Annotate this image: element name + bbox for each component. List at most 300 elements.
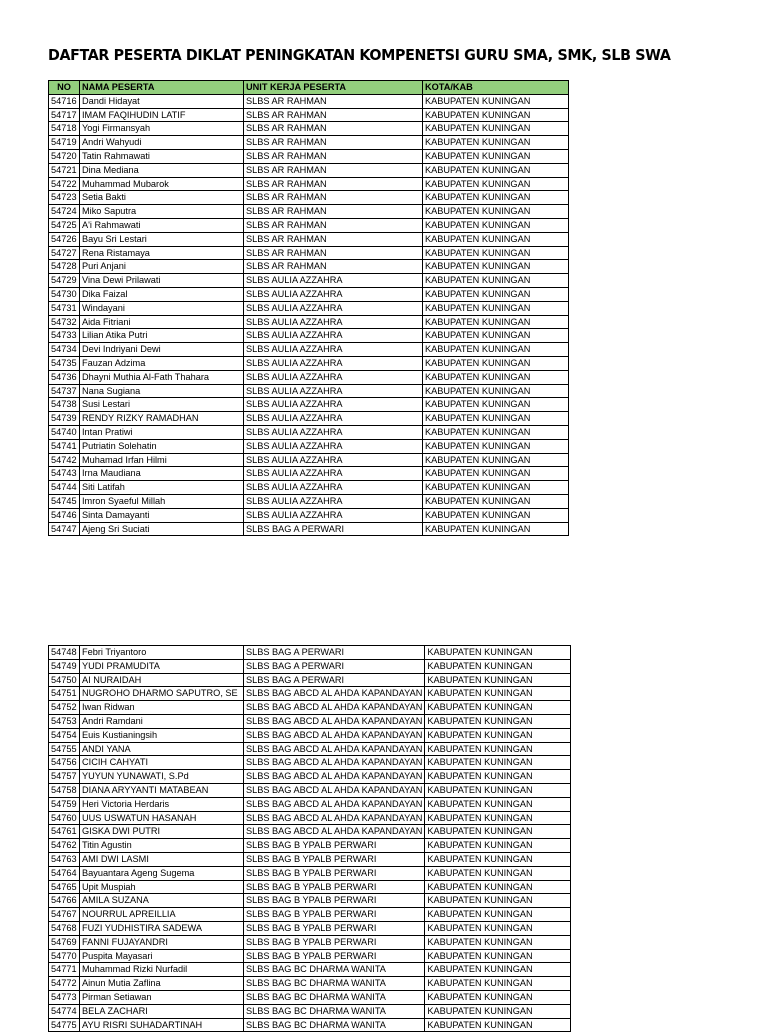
cell-unit: SLBS BAG ABCD AL AHDA KAPANDAYAN xyxy=(244,701,425,715)
cell-nama: YUYUN YUNAWATI, S.Pd xyxy=(80,770,244,784)
cell-no: 54725 xyxy=(49,218,80,232)
cell-no: 54734 xyxy=(49,343,80,357)
cell-unit: SLBS AULIA AZZAHRA xyxy=(244,453,423,467)
table-row xyxy=(49,1018,571,1032)
cell-nama: UUS USWATUN HASANAH xyxy=(80,811,244,825)
cell-unit: SLBS BAG BC DHARMA WANITA xyxy=(244,963,425,977)
cell-unit: SLBS AR RAHMAN xyxy=(244,218,423,232)
cell-kota: KABUPATEN KUNINGAN xyxy=(423,329,569,343)
cell-no: 54756 xyxy=(49,756,80,770)
table-row xyxy=(49,398,569,412)
cell-unit: SLBS BAG ABCD AL AHDA KAPANDAYAN xyxy=(244,825,425,839)
table-row xyxy=(49,714,571,728)
cell-no: 54741 xyxy=(49,439,80,453)
cell-unit: SLBS AULIA AZZAHRA xyxy=(244,301,423,315)
cell-kota: KABUPATEN KUNINGAN xyxy=(425,646,571,660)
cell-nama: Aida Fitriani xyxy=(80,315,244,329)
cell-nama: Lilian Atika Putri xyxy=(80,329,244,343)
table-row xyxy=(49,908,571,922)
cell-nama: Muhammad Mubarok xyxy=(80,177,244,191)
header-unit: UNIT KERJA PESERTA xyxy=(244,81,423,95)
table-row xyxy=(49,343,569,357)
cell-nama: Devi Indriyani Dewi xyxy=(80,343,244,357)
cell-nama: Rena Ristamaya xyxy=(80,246,244,260)
cell-kota: KABUPATEN KUNINGAN xyxy=(425,811,571,825)
table-row xyxy=(49,1004,571,1018)
cell-nama: Susi Lestari xyxy=(80,398,244,412)
cell-nama: BELA ZACHARI xyxy=(80,1004,244,1018)
table-row xyxy=(49,467,569,481)
cell-no: 54735 xyxy=(49,356,80,370)
table-row xyxy=(49,852,571,866)
cell-nama: Puri Anjani xyxy=(80,260,244,274)
cell-no: 54721 xyxy=(49,163,80,177)
cell-kota: KABUPATEN KUNINGAN xyxy=(423,136,569,150)
table-row xyxy=(49,963,571,977)
cell-kota: KABUPATEN KUNINGAN xyxy=(425,701,571,715)
cell-no: 54765 xyxy=(49,880,80,894)
cell-nama: Vina Dewi Prilawati xyxy=(80,274,244,288)
cell-nama: Sinta Damayanti xyxy=(80,508,244,522)
cell-kota: KABUPATEN KUNINGAN xyxy=(425,825,571,839)
table-row xyxy=(49,149,569,163)
cell-unit: SLBS AULIA AZZAHRA xyxy=(244,412,423,426)
cell-no: 54716 xyxy=(49,94,80,108)
table-row xyxy=(49,177,569,191)
table-row xyxy=(49,811,571,825)
cell-no: 54730 xyxy=(49,287,80,301)
table-row xyxy=(49,329,569,343)
cell-nama: Yogi Firmansyah xyxy=(80,122,244,136)
cell-kota: KABUPATEN KUNINGAN xyxy=(425,935,571,949)
cell-kota: KABUPATEN KUNINGAN xyxy=(425,921,571,935)
cell-unit: SLBS BAG B YPALB PERWARI xyxy=(244,839,425,853)
cell-nama: Pirman Setiawan xyxy=(80,990,244,1004)
cell-unit: SLBS BAG ABCD AL AHDA KAPANDAYAN xyxy=(244,742,425,756)
cell-kota: KABUPATEN KUNINGAN xyxy=(425,908,571,922)
cell-nama: Nana Sugiana xyxy=(80,384,244,398)
table-row xyxy=(49,770,571,784)
cell-no: 54727 xyxy=(49,246,80,260)
cell-nama: NUGROHO DHARMO SAPUTRO, SE xyxy=(80,687,244,701)
cell-kota: KABUPATEN KUNINGAN xyxy=(423,287,569,301)
table-row xyxy=(49,839,571,853)
cell-nama: Putriatin Solehatin xyxy=(80,439,244,453)
cell-unit: SLBS AR RAHMAN xyxy=(244,149,423,163)
table-row xyxy=(49,935,571,949)
cell-kota: KABUPATEN KUNINGAN xyxy=(423,94,569,108)
cell-unit: SLBS AR RAHMAN xyxy=(244,191,423,205)
table-row xyxy=(49,218,569,232)
cell-unit: SLBS BAG BC DHARMA WANITA xyxy=(244,990,425,1004)
cell-nama: Intan Pratiwi xyxy=(80,425,244,439)
cell-no: 54731 xyxy=(49,301,80,315)
cell-kota: KABUPATEN KUNINGAN xyxy=(425,714,571,728)
cell-unit: SLBS AULIA AZZAHRA xyxy=(244,329,423,343)
cell-no: 54769 xyxy=(49,935,80,949)
cell-no: 54742 xyxy=(49,453,80,467)
cell-unit: SLBS BAG A PERWARI xyxy=(244,673,425,687)
cell-nama: Ajeng Sri Suciati xyxy=(80,522,244,536)
cell-unit: SLBS BAG B YPALB PERWARI xyxy=(244,852,425,866)
cell-nama: AYU RISRI SUHADARTINAH xyxy=(80,1018,244,1032)
table-row xyxy=(49,232,569,246)
cell-no: 54744 xyxy=(49,481,80,495)
table-row xyxy=(49,205,569,219)
cell-kota: KABUPATEN KUNINGAN xyxy=(423,149,569,163)
cell-unit: SLBS AR RAHMAN xyxy=(244,136,423,150)
cell-nama: FUZI YUDHISTIRA SADEWA xyxy=(80,921,244,935)
cell-no: 54761 xyxy=(49,825,80,839)
cell-unit: SLBS AULIA AZZAHRA xyxy=(244,467,423,481)
cell-no: 54758 xyxy=(49,783,80,797)
table-row xyxy=(49,163,569,177)
cell-nama: Andri Wahyudi xyxy=(80,136,244,150)
cell-nama: Tatin Rahmawati xyxy=(80,149,244,163)
cell-kota: KABUPATEN KUNINGAN xyxy=(425,742,571,756)
cell-nama: A'i Rahmawati xyxy=(80,218,244,232)
table-row xyxy=(49,108,569,122)
cell-kota: KABUPATEN KUNINGAN xyxy=(423,122,569,136)
cell-unit: SLBS AULIA AZZAHRA xyxy=(244,398,423,412)
cell-unit: SLBS BAG B YPALB PERWARI xyxy=(244,921,425,935)
table-row xyxy=(49,673,571,687)
cell-unit: SLBS BAG ABCD AL AHDA KAPANDAYAN xyxy=(244,770,425,784)
cell-no: 54726 xyxy=(49,232,80,246)
cell-no: 54748 xyxy=(49,646,80,660)
cell-kota: KABUPATEN KUNINGAN xyxy=(423,398,569,412)
cell-nama: Bayu Sri Lestari xyxy=(80,232,244,246)
cell-kota: KABUPATEN KUNINGAN xyxy=(423,108,569,122)
cell-unit: SLBS AULIA AZZAHRA xyxy=(244,315,423,329)
cell-unit: SLBS AR RAHMAN xyxy=(244,94,423,108)
cell-unit: SLBS AR RAHMAN xyxy=(244,163,423,177)
cell-kota: KABUPATEN KUNINGAN xyxy=(423,315,569,329)
cell-no: 54733 xyxy=(49,329,80,343)
cell-kota: KABUPATEN KUNINGAN xyxy=(423,356,569,370)
cell-unit: SLBS BAG BC DHARMA WANITA xyxy=(244,977,425,991)
cell-nama: IMAM FAQIHUDIN LATIF xyxy=(80,108,244,122)
cell-kota: KABUPATEN KUNINGAN xyxy=(425,756,571,770)
table-row xyxy=(49,687,571,701)
table-row xyxy=(49,659,571,673)
table-row xyxy=(49,384,569,398)
cell-unit: SLBS BAG ABCD AL AHDA KAPANDAYAN xyxy=(244,756,425,770)
cell-nama: Windayani xyxy=(80,301,244,315)
cell-nama: FANNI FUJAYANDRI xyxy=(80,935,244,949)
cell-kota: KABUPATEN KUNINGAN xyxy=(425,990,571,1004)
table-row xyxy=(49,522,569,536)
table-row xyxy=(49,425,569,439)
cell-kota: KABUPATEN KUNINGAN xyxy=(425,728,571,742)
table-row xyxy=(49,246,569,260)
cell-nama: GISKA DWI PUTRI xyxy=(80,825,244,839)
table-row xyxy=(49,453,569,467)
cell-kota: KABUPATEN KUNINGAN xyxy=(423,494,569,508)
document-title: DAFTAR PESERTA DIKLAT PENINGKATAN KOMPENETSI GURU SMA, SMK, SLB SWA xyxy=(48,46,671,64)
cell-nama: Fauzan Adzima xyxy=(80,356,244,370)
cell-no: 54770 xyxy=(49,949,80,963)
cell-no: 54729 xyxy=(49,274,80,288)
cell-unit: SLBS BAG B YPALB PERWARI xyxy=(244,866,425,880)
header-no: NO xyxy=(49,81,80,95)
cell-kota: KABUPATEN KUNINGAN xyxy=(423,412,569,426)
cell-kota: KABUPATEN KUNINGAN xyxy=(423,301,569,315)
cell-no: 54762 xyxy=(49,839,80,853)
cell-nama: Andri Ramdani xyxy=(80,714,244,728)
cell-no: 54754 xyxy=(49,728,80,742)
cell-kota: KABUPATEN KUNINGAN xyxy=(423,343,569,357)
table-row xyxy=(49,921,571,935)
table-row xyxy=(49,977,571,991)
cell-unit: SLBS AULIA AZZAHRA xyxy=(244,343,423,357)
cell-nama: Dina Mediana xyxy=(80,163,244,177)
cell-unit: SLBS BAG B YPALB PERWARI xyxy=(244,908,425,922)
cell-nama: Dandi Hidayat xyxy=(80,94,244,108)
table-row xyxy=(49,481,569,495)
table-row xyxy=(49,646,571,660)
cell-no: 54746 xyxy=(49,508,80,522)
table-row xyxy=(49,990,571,1004)
cell-no: 54743 xyxy=(49,467,80,481)
cell-kota: KABUPATEN KUNINGAN xyxy=(425,673,571,687)
cell-unit: SLBS BAG ABCD AL AHDA KAPANDAYAN xyxy=(244,714,425,728)
table-row xyxy=(49,866,571,880)
cell-nama: AMILA SUZANA xyxy=(80,894,244,908)
cell-unit: SLBS BAG A PERWARI xyxy=(244,646,425,660)
cell-no: 54763 xyxy=(49,852,80,866)
cell-unit: SLBS BAG ABCD AL AHDA KAPANDAYAN xyxy=(244,728,425,742)
cell-nama: YUDI PRAMUDITA xyxy=(80,659,244,673)
table-row xyxy=(49,260,569,274)
participant-table-1 xyxy=(48,80,569,536)
cell-no: 54747 xyxy=(49,522,80,536)
cell-no: 54732 xyxy=(49,315,80,329)
cell-nama: AI NURAIDAH xyxy=(80,673,244,687)
cell-unit: SLBS AR RAHMAN xyxy=(244,232,423,246)
cell-kota: KABUPATEN KUNINGAN xyxy=(425,880,571,894)
cell-no: 54749 xyxy=(49,659,80,673)
table-row xyxy=(49,894,571,908)
cell-kota: KABUPATEN KUNINGAN xyxy=(423,260,569,274)
cell-no: 54719 xyxy=(49,136,80,150)
cell-nama: Siti Latifah xyxy=(80,481,244,495)
cell-kota: KABUPATEN KUNINGAN xyxy=(425,866,571,880)
table-row xyxy=(49,508,569,522)
cell-nama: NOURRUL APREILLIA xyxy=(80,908,244,922)
cell-nama: Irna Maudiana xyxy=(80,467,244,481)
table-row xyxy=(49,122,569,136)
cell-unit: SLBS AULIA AZZAHRA xyxy=(244,370,423,384)
table-row xyxy=(49,728,571,742)
cell-kota: KABUPATEN KUNINGAN xyxy=(423,467,569,481)
cell-unit: SLBS AR RAHMAN xyxy=(244,260,423,274)
cell-kota: KABUPATEN KUNINGAN xyxy=(425,770,571,784)
cell-no: 54753 xyxy=(49,714,80,728)
table-row xyxy=(49,370,569,384)
table-row xyxy=(49,742,571,756)
table-row xyxy=(49,797,571,811)
cell-nama: Muhammad Rizki Nurfadil xyxy=(80,963,244,977)
cell-unit: SLBS AR RAHMAN xyxy=(244,177,423,191)
table-row xyxy=(49,494,569,508)
cell-no: 54722 xyxy=(49,177,80,191)
cell-kota: KABUPATEN KUNINGAN xyxy=(425,977,571,991)
cell-no: 54720 xyxy=(49,149,80,163)
cell-kota: KABUPATEN KUNINGAN xyxy=(423,163,569,177)
table-row xyxy=(49,287,569,301)
cell-kota: KABUPATEN KUNINGAN xyxy=(423,232,569,246)
table-row xyxy=(49,274,569,288)
cell-unit: SLBS AR RAHMAN xyxy=(244,246,423,260)
cell-kota: KABUPATEN KUNINGAN xyxy=(423,205,569,219)
cell-unit: SLBS AR RAHMAN xyxy=(244,108,423,122)
cell-nama: AMI DWI LASMI xyxy=(80,852,244,866)
cell-no: 54717 xyxy=(49,108,80,122)
table-row xyxy=(49,136,569,150)
table-row xyxy=(49,949,571,963)
cell-no: 54767 xyxy=(49,908,80,922)
cell-no: 54750 xyxy=(49,673,80,687)
cell-kota: KABUPATEN KUNINGAN xyxy=(425,1018,571,1032)
cell-kota: KABUPATEN KUNINGAN xyxy=(423,425,569,439)
cell-kota: KABUPATEN KUNINGAN xyxy=(423,274,569,288)
cell-no: 54723 xyxy=(49,191,80,205)
cell-unit: SLBS BAG ABCD AL AHDA KAPANDAYAN xyxy=(244,811,425,825)
table-row xyxy=(49,756,571,770)
cell-unit: SLBS AULIA AZZAHRA xyxy=(244,384,423,398)
cell-nama: Puspita Mayasari xyxy=(80,949,244,963)
participant-table-2 xyxy=(48,645,571,1032)
cell-no: 54724 xyxy=(49,205,80,219)
cell-kota: KABUPATEN KUNINGAN xyxy=(423,508,569,522)
cell-nama: Muhamad Irfan Hilmi xyxy=(80,453,244,467)
cell-nama: Imron Syaeful Millah xyxy=(80,494,244,508)
table-row xyxy=(49,439,569,453)
cell-unit: SLBS AR RAHMAN xyxy=(244,205,423,219)
cell-kota: KABUPATEN KUNINGAN xyxy=(425,1004,571,1018)
cell-nama: DIANA ARYYANTI MATABEAN xyxy=(80,783,244,797)
cell-unit: SLBS AULIA AZZAHRA xyxy=(244,439,423,453)
cell-unit: SLBS BAG ABCD AL AHDA KAPANDAYAN xyxy=(244,687,425,701)
cell-kota: KABUPATEN KUNINGAN xyxy=(423,177,569,191)
header-nama: NAMA PESERTA xyxy=(80,81,244,95)
table-row xyxy=(49,825,571,839)
table-row xyxy=(49,880,571,894)
table-row xyxy=(49,701,571,715)
cell-unit: SLBS AR RAHMAN xyxy=(244,122,423,136)
cell-unit: SLBS AULIA AZZAHRA xyxy=(244,274,423,288)
cell-nama: Febri Triyantoro xyxy=(80,646,244,660)
cell-unit: SLBS BAG BC DHARMA WANITA xyxy=(244,1004,425,1018)
cell-unit: SLBS BAG BC DHARMA WANITA xyxy=(244,1018,425,1032)
cell-nama: Setia Bakti xyxy=(80,191,244,205)
cell-unit: SLBS BAG B YPALB PERWARI xyxy=(244,935,425,949)
cell-unit: SLBS AULIA AZZAHRA xyxy=(244,287,423,301)
cell-unit: SLBS BAG B YPALB PERWARI xyxy=(244,949,425,963)
table-row xyxy=(49,315,569,329)
cell-kota: KABUPATEN KUNINGAN xyxy=(425,963,571,977)
cell-unit: SLBS AULIA AZZAHRA xyxy=(244,481,423,495)
table-row xyxy=(49,94,569,108)
cell-kota: KABUPATEN KUNINGAN xyxy=(423,370,569,384)
cell-unit: SLBS BAG B YPALB PERWARI xyxy=(244,880,425,894)
cell-nama: Upit Muspiah xyxy=(80,880,244,894)
cell-no: 54766 xyxy=(49,894,80,908)
cell-kota: KABUPATEN KUNINGAN xyxy=(423,218,569,232)
cell-kota: KABUPATEN KUNINGAN xyxy=(423,453,569,467)
cell-kota: KABUPATEN KUNINGAN xyxy=(425,949,571,963)
table-row xyxy=(49,412,569,426)
cell-no: 54757 xyxy=(49,770,80,784)
table-row xyxy=(49,191,569,205)
table-row xyxy=(49,301,569,315)
cell-unit: SLBS BAG ABCD AL AHDA KAPANDAYAN xyxy=(244,797,425,811)
cell-no: 54759 xyxy=(49,797,80,811)
cell-nama: Dika Faizal xyxy=(80,287,244,301)
cell-no: 54772 xyxy=(49,977,80,991)
cell-kota: KABUPATEN KUNINGAN xyxy=(423,191,569,205)
table-row xyxy=(49,356,569,370)
cell-no: 54760 xyxy=(49,811,80,825)
cell-no: 54718 xyxy=(49,122,80,136)
cell-unit: SLBS BAG A PERWARI xyxy=(244,659,425,673)
cell-no: 54771 xyxy=(49,963,80,977)
cell-unit: SLBS AULIA AZZAHRA xyxy=(244,494,423,508)
cell-no: 54768 xyxy=(49,921,80,935)
cell-no: 54751 xyxy=(49,687,80,701)
cell-nama: Miko Saputra xyxy=(80,205,244,219)
cell-no: 54738 xyxy=(49,398,80,412)
cell-kota: KABUPATEN KUNINGAN xyxy=(425,852,571,866)
cell-nama: Bayuantara Ageng Sugema xyxy=(80,866,244,880)
cell-no: 54736 xyxy=(49,370,80,384)
table-row xyxy=(49,783,571,797)
cell-kota: KABUPATEN KUNINGAN xyxy=(423,384,569,398)
cell-kota: KABUPATEN KUNINGAN xyxy=(423,246,569,260)
cell-unit: SLBS AULIA AZZAHRA xyxy=(244,508,423,522)
cell-nama: Iwan Ridwan xyxy=(80,701,244,715)
cell-nama: CICIH CAHYATI xyxy=(80,756,244,770)
cell-no: 54752 xyxy=(49,701,80,715)
cell-nama: Ainun Mutia Zaflina xyxy=(80,977,244,991)
cell-unit: SLBS AULIA AZZAHRA xyxy=(244,425,423,439)
table-header-row xyxy=(49,81,569,95)
cell-kota: KABUPATEN KUNINGAN xyxy=(423,522,569,536)
cell-kota: KABUPATEN KUNINGAN xyxy=(425,659,571,673)
cell-unit: SLBS BAG B YPALB PERWARI xyxy=(244,894,425,908)
cell-kota: KABUPATEN KUNINGAN xyxy=(425,687,571,701)
cell-nama: Dhayni Muthia Al-Fath Thahara xyxy=(80,370,244,384)
cell-unit: SLBS BAG ABCD AL AHDA KAPANDAYAN xyxy=(244,783,425,797)
cell-no: 54764 xyxy=(49,866,80,880)
cell-no: 54728 xyxy=(49,260,80,274)
cell-no: 54745 xyxy=(49,494,80,508)
cell-nama: ANDI YANA xyxy=(80,742,244,756)
cell-nama: Heri Victoria Herdaris xyxy=(80,797,244,811)
cell-kota: KABUPATEN KUNINGAN xyxy=(423,439,569,453)
cell-no: 54755 xyxy=(49,742,80,756)
cell-no: 54773 xyxy=(49,990,80,1004)
cell-no: 54740 xyxy=(49,425,80,439)
cell-unit: SLBS BAG A PERWARI xyxy=(244,522,423,536)
cell-no: 54739 xyxy=(49,412,80,426)
cell-kota: KABUPATEN KUNINGAN xyxy=(425,894,571,908)
cell-kota: KABUPATEN KUNINGAN xyxy=(425,797,571,811)
cell-kota: KABUPATEN KUNINGAN xyxy=(425,839,571,853)
cell-no: 54737 xyxy=(49,384,80,398)
cell-no: 54775 xyxy=(49,1018,80,1032)
